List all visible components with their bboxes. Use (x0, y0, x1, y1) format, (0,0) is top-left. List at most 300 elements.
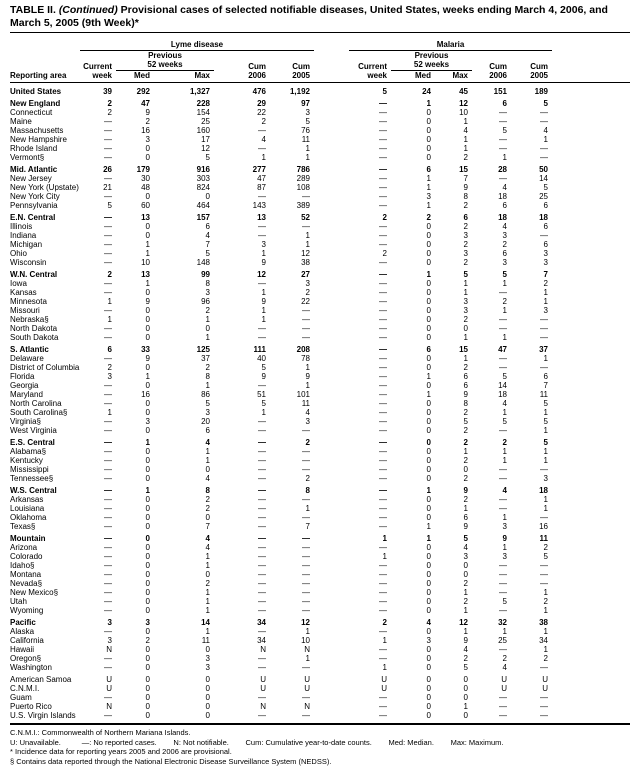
value-cell: 97 (270, 96, 314, 108)
value-cell: 189 (511, 83, 552, 97)
value-cell: 0 (116, 381, 154, 390)
value-cell: 1 (270, 240, 314, 249)
value-cell: 11 (154, 636, 214, 645)
value-cell: 0 (391, 417, 435, 426)
value-cell: 2 (435, 435, 472, 447)
value-cell: 2 (80, 267, 116, 279)
value-cell: 0 (391, 288, 435, 297)
reporting-area-label: Wyoming (10, 606, 80, 615)
row-trailing-space (552, 570, 630, 579)
value-cell: 25 (511, 192, 552, 201)
header-spacer (10, 60, 80, 71)
value-cell: — (80, 504, 116, 513)
value-cell: 0 (116, 495, 154, 504)
value-cell: 0 (116, 645, 154, 654)
reporting-area-label: Hawaii (10, 645, 80, 654)
group-gap (314, 37, 349, 50)
value-cell: — (80, 288, 116, 297)
value-cell: 34 (214, 636, 270, 645)
row-trailing-space (552, 684, 630, 693)
reporting-area-label: Mid. Atlantic (10, 162, 80, 174)
value-cell: 16 (116, 126, 154, 135)
value-cell: 0 (435, 465, 472, 474)
column-gap (314, 426, 349, 435)
value-cell: 1 (472, 447, 511, 456)
column-gap (314, 183, 349, 192)
value-cell: 1 (435, 288, 472, 297)
value-cell: N (80, 702, 116, 711)
value-cell: — (472, 693, 511, 702)
value-cell: 9 (435, 636, 472, 645)
row-trailing-space (552, 342, 630, 354)
value-cell: 17 (154, 135, 214, 144)
value-cell: — (80, 222, 116, 231)
value-cell: — (472, 465, 511, 474)
value-cell: 0 (116, 588, 154, 597)
value-cell: 0 (116, 570, 154, 579)
value-cell: 3 (270, 108, 314, 117)
table-row (10, 288, 630, 297)
value-cell: 4 (391, 615, 435, 627)
reporting-area-label: Arkansas (10, 495, 80, 504)
row-trailing-space (552, 474, 630, 483)
value-cell: 2 (80, 108, 116, 117)
value-cell: — (80, 447, 116, 456)
table-row (10, 315, 630, 324)
value-cell: — (511, 663, 552, 672)
value-cell: 1 (511, 588, 552, 597)
value-cell: — (214, 513, 270, 522)
value-cell: 1 (116, 279, 154, 288)
value-cell: 8 (154, 483, 214, 495)
table-row (10, 222, 630, 231)
value-cell: 0 (391, 456, 435, 465)
value-cell: 1 (511, 504, 552, 513)
value-cell: 1 (154, 447, 214, 456)
row-trailing-space (552, 702, 630, 711)
value-cell: 5 (435, 663, 472, 672)
table-row (10, 606, 630, 615)
value-cell: 1 (511, 135, 552, 144)
value-cell: 3 (472, 552, 511, 561)
reporting-area-label: Rhode Island (10, 144, 80, 153)
column-gap (314, 297, 349, 306)
value-cell: 47 (214, 174, 270, 183)
column-gap (314, 306, 349, 315)
value-cell: 1,192 (270, 83, 314, 97)
value-cell: 0 (391, 240, 435, 249)
value-cell: 96 (154, 297, 214, 306)
value-cell: 0 (435, 684, 472, 693)
value-cell: 2 (511, 279, 552, 288)
value-cell: 10 (116, 258, 154, 267)
column-gap (314, 483, 349, 495)
value-cell: 0 (391, 315, 435, 324)
row-trailing-space (552, 222, 630, 231)
value-cell: 6 (435, 513, 472, 522)
footnote-cnmi: C.N.M.I.: Commonwealth of Northern Mariana Islands. (10, 728, 630, 738)
table-number: TABLE II. (10, 4, 59, 16)
lyme-52-weeks-header: 52 weeks (116, 60, 214, 71)
value-cell: 3 (116, 615, 154, 627)
value-cell: — (80, 399, 116, 408)
column-gap (314, 258, 349, 267)
value-cell: 0 (116, 702, 154, 711)
value-cell: — (349, 408, 391, 417)
lyme-max-header: Max (154, 71, 214, 83)
value-cell: 0 (116, 363, 154, 372)
value-cell: 160 (154, 126, 214, 135)
value-cell: 5 (472, 597, 511, 606)
value-cell: 4 (472, 663, 511, 672)
value-cell: — (349, 597, 391, 606)
reporting-area-label: West Virginia (10, 426, 80, 435)
value-cell: — (214, 597, 270, 606)
value-cell: — (270, 531, 314, 543)
value-cell: 208 (270, 342, 314, 354)
value-cell: — (80, 381, 116, 390)
value-cell: 101 (270, 390, 314, 399)
value-cell: 9 (116, 354, 154, 363)
malaria-week-header: week (349, 71, 391, 83)
value-cell: 34 (214, 615, 270, 627)
value-cell: 1 (270, 381, 314, 390)
value-cell: — (349, 627, 391, 636)
column-gap (314, 399, 349, 408)
value-cell: 5 (349, 83, 391, 97)
value-cell: 39 (80, 83, 116, 97)
value-cell: — (80, 663, 116, 672)
value-cell: 0 (435, 693, 472, 702)
value-cell: 0 (116, 693, 154, 702)
value-cell: — (80, 306, 116, 315)
value-cell: 7 (511, 267, 552, 279)
value-cell: 9 (214, 372, 270, 381)
value-cell: 0 (116, 288, 154, 297)
value-cell: U (214, 684, 270, 693)
value-cell: — (214, 222, 270, 231)
value-cell: 4 (472, 483, 511, 495)
value-cell: 0 (391, 702, 435, 711)
column-gap (314, 288, 349, 297)
value-cell: 3 (472, 522, 511, 531)
value-cell: 13 (116, 267, 154, 279)
column-gap (314, 174, 349, 183)
value-cell: — (349, 126, 391, 135)
value-cell: 2 (80, 96, 116, 108)
table-row (10, 363, 630, 372)
value-cell: 143 (214, 201, 270, 210)
row-trailing-space (552, 627, 630, 636)
reporting-area-label: New York City (10, 192, 80, 201)
reporting-area-label: North Dakota (10, 324, 80, 333)
value-cell: 4 (154, 474, 214, 483)
value-cell: — (349, 606, 391, 615)
value-cell: 1 (154, 561, 214, 570)
table-row (10, 183, 630, 192)
column-gap (314, 201, 349, 210)
value-cell: 6 (435, 372, 472, 381)
reporting-area-label: Alabama§ (10, 447, 80, 456)
value-cell: — (270, 597, 314, 606)
value-cell: — (214, 144, 270, 153)
row-trailing-space (552, 306, 630, 315)
column-gap (314, 606, 349, 615)
row-trailing-space (552, 381, 630, 390)
reporting-area-label: Florida (10, 372, 80, 381)
value-cell: 12 (435, 615, 472, 627)
value-cell: 6 (435, 381, 472, 390)
reporting-area-label: New York (Upstate) (10, 183, 80, 192)
value-cell: 0 (391, 672, 435, 684)
value-cell: 1 (391, 531, 435, 543)
value-cell: 6 (511, 372, 552, 381)
reporting-area-label: Georgia (10, 381, 80, 390)
value-cell: N (214, 702, 270, 711)
value-cell: 10 (270, 636, 314, 645)
value-cell: 1 (270, 144, 314, 153)
table-row (10, 96, 630, 108)
value-cell: 2 (511, 543, 552, 552)
header-spacer (80, 50, 116, 60)
value-cell: — (472, 135, 511, 144)
value-cell: 0 (391, 645, 435, 654)
table-row (10, 636, 630, 645)
value-cell: — (349, 306, 391, 315)
row-trailing-space (552, 210, 630, 222)
reporting-area-label: Oklahoma (10, 513, 80, 522)
value-cell: — (472, 504, 511, 513)
row-trailing-space (552, 249, 630, 258)
value-cell: 3 (435, 231, 472, 240)
value-cell: — (511, 561, 552, 570)
value-cell: 0 (391, 108, 435, 117)
value-cell: 1 (435, 333, 472, 342)
table-row (10, 531, 630, 543)
value-cell: 2 (80, 363, 116, 372)
reporting-area-label: California (10, 636, 80, 645)
row-trailing-space (552, 636, 630, 645)
value-cell: 9 (435, 390, 472, 399)
reporting-area-label: Missouri (10, 306, 80, 315)
value-cell: 0 (391, 552, 435, 561)
value-cell: — (80, 417, 116, 426)
value-cell: — (80, 390, 116, 399)
value-cell: 1 (391, 267, 435, 279)
value-cell: 1 (511, 297, 552, 306)
value-cell: — (80, 654, 116, 663)
column-gap (314, 83, 349, 97)
reporting-area-label: Virginia§ (10, 417, 80, 426)
value-cell: — (80, 279, 116, 288)
value-cell: — (270, 456, 314, 465)
value-cell: 0 (391, 126, 435, 135)
value-cell: 5 (214, 399, 270, 408)
header-spacer (552, 37, 630, 50)
value-cell: N (270, 702, 314, 711)
value-cell: 0 (154, 513, 214, 522)
column-gap (314, 693, 349, 702)
value-cell: 0 (391, 561, 435, 570)
value-cell: U (472, 684, 511, 693)
table-row (10, 483, 630, 495)
table-row (10, 249, 630, 258)
value-cell: — (472, 645, 511, 654)
reporting-area-label: Vermont§ (10, 153, 80, 162)
value-cell: — (349, 363, 391, 372)
row-trailing-space (552, 561, 630, 570)
value-cell: 33 (116, 342, 154, 354)
reporting-area-label: Kansas (10, 288, 80, 297)
value-cell: 4 (154, 543, 214, 552)
table-title (10, 4, 630, 29)
column-gap (314, 333, 349, 342)
reporting-area-label: Maine (10, 117, 80, 126)
value-cell: 3 (472, 231, 511, 240)
value-cell: 3 (435, 306, 472, 315)
column-gap (314, 588, 349, 597)
value-cell: 0 (116, 333, 154, 342)
column-gap (314, 222, 349, 231)
value-cell: 26 (80, 162, 116, 174)
value-cell: U (349, 684, 391, 693)
value-cell: — (349, 456, 391, 465)
table-row (10, 267, 630, 279)
value-cell: — (80, 483, 116, 495)
value-cell: 0 (391, 399, 435, 408)
value-cell: — (349, 288, 391, 297)
value-cell: 3 (116, 417, 154, 426)
header-spacer (214, 50, 270, 60)
value-cell: 2 (349, 249, 391, 258)
header-spacer (552, 71, 630, 83)
value-cell: 0 (391, 333, 435, 342)
value-cell: — (270, 693, 314, 702)
column-gap (314, 372, 349, 381)
value-cell: — (349, 108, 391, 117)
value-cell: 2 (116, 117, 154, 126)
value-cell: 1 (116, 249, 154, 258)
table-row (10, 495, 630, 504)
value-cell: — (214, 483, 270, 495)
reporting-area-label: Arizona (10, 543, 80, 552)
value-cell: — (80, 531, 116, 543)
value-cell: 4 (435, 543, 472, 552)
column-gap (314, 579, 349, 588)
column-gap (314, 363, 349, 372)
value-cell: 0 (391, 426, 435, 435)
value-cell: — (80, 210, 116, 222)
value-cell: 1 (80, 297, 116, 306)
value-cell: U (472, 672, 511, 684)
value-cell: — (214, 231, 270, 240)
reporting-area-label: South Carolina§ (10, 408, 80, 417)
value-cell: — (349, 144, 391, 153)
value-cell: 0 (391, 258, 435, 267)
reporting-area-label: W.N. Central (10, 267, 80, 279)
value-cell: 3 (511, 249, 552, 258)
value-cell: — (349, 543, 391, 552)
value-cell: 0 (116, 426, 154, 435)
value-cell: — (472, 108, 511, 117)
value-cell: — (214, 531, 270, 543)
value-cell: 1 (472, 543, 511, 552)
value-cell: 99 (154, 267, 214, 279)
value-cell: 1 (511, 426, 552, 435)
row-trailing-space (552, 552, 630, 561)
reporting-area-label: Oregon§ (10, 654, 80, 663)
value-cell: 38 (270, 258, 314, 267)
value-cell: 1 (511, 627, 552, 636)
value-cell: — (214, 663, 270, 672)
value-cell: 2 (435, 315, 472, 324)
value-cell: 13 (214, 210, 270, 222)
column-gap (314, 513, 349, 522)
column-gap (314, 672, 349, 684)
table-row (10, 306, 630, 315)
value-cell: U (270, 672, 314, 684)
value-cell: — (349, 279, 391, 288)
value-cell: 5 (472, 267, 511, 279)
value-cell: — (472, 117, 511, 126)
reporting-area-label: Nebraska§ (10, 315, 80, 324)
row-trailing-space (552, 183, 630, 192)
value-cell: — (511, 333, 552, 342)
value-cell: 25 (154, 117, 214, 126)
value-cell: 151 (472, 83, 511, 97)
table-row (10, 399, 630, 408)
column-gap (314, 615, 349, 627)
value-cell: — (349, 711, 391, 720)
value-cell: — (80, 117, 116, 126)
value-cell: — (214, 579, 270, 588)
value-cell: 1 (435, 588, 472, 597)
value-cell: 0 (116, 552, 154, 561)
value-cell: 12 (214, 267, 270, 279)
column-gap (314, 447, 349, 456)
value-cell: 2 (435, 495, 472, 504)
reporting-area-label: Wisconsin (10, 258, 80, 267)
table-row (10, 126, 630, 135)
value-cell: 27 (270, 267, 314, 279)
value-cell: 0 (116, 513, 154, 522)
value-cell: — (270, 513, 314, 522)
value-cell: 3 (270, 417, 314, 426)
column-gap (314, 96, 349, 108)
malaria-current-header: Current (349, 60, 391, 71)
column-gap (314, 162, 349, 174)
row-trailing-space (552, 597, 630, 606)
value-cell: 18 (511, 210, 552, 222)
value-cell: 5 (511, 417, 552, 426)
row-trailing-space (552, 108, 630, 117)
value-cell: 2 (472, 297, 511, 306)
table-row (10, 579, 630, 588)
reporting-area-label: Idaho§ (10, 561, 80, 570)
value-cell: 2 (435, 408, 472, 417)
value-cell: 5 (435, 417, 472, 426)
value-cell: 3 (214, 240, 270, 249)
value-cell: — (472, 495, 511, 504)
value-cell: — (349, 231, 391, 240)
malaria-med-header: Med (391, 71, 435, 83)
value-cell: 1 (154, 315, 214, 324)
reporting-area-label: Washington (10, 663, 80, 672)
reporting-area-label: Texas§ (10, 522, 80, 531)
row-trailing-space (552, 258, 630, 267)
value-cell: — (511, 711, 552, 720)
value-cell: 1 (511, 447, 552, 456)
